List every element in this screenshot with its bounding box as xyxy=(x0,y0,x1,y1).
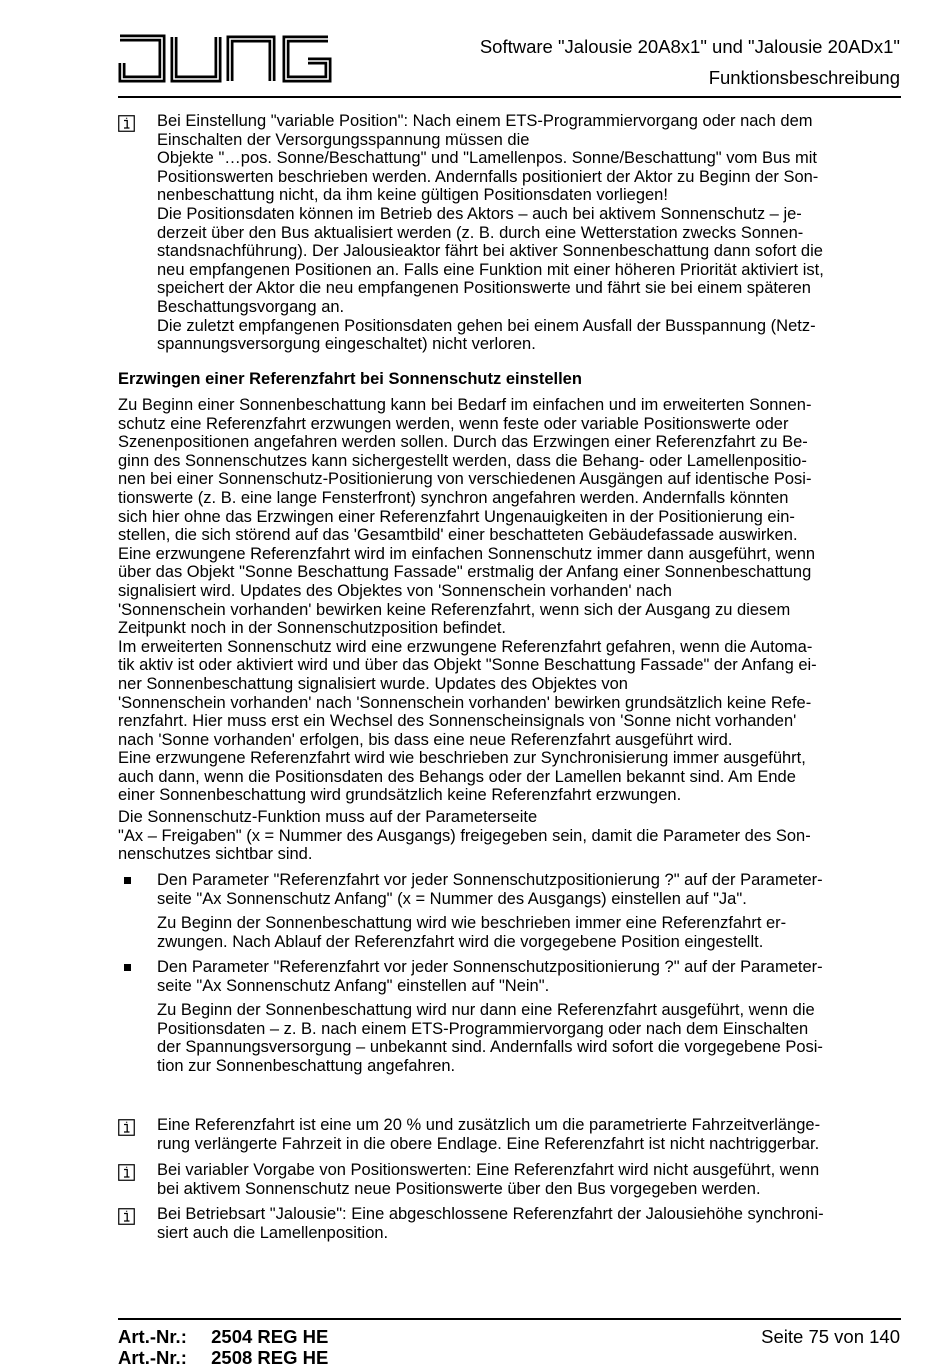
text-line: Zeitpunkt noch in der Sonnenschutzposition befindet. xyxy=(118,619,507,638)
bullet-square-icon xyxy=(124,877,131,884)
parameter-page-paragraph xyxy=(118,808,902,864)
text-line: Beschattungsvorgang an. xyxy=(157,297,345,316)
text-line: Bei Betriebsart "Jalousie": Eine abgeschlossene Referenzfahrt der Jalousiehöhe synchroni- xyxy=(157,1205,824,1223)
text-line: "Ax – Freigaben" (x = Nummer des Ausgangs) freigegeben sein, damit die Parameter des Son- xyxy=(118,826,811,845)
text-line: Bei Einstellung "variable Position": Nach einem ETS-Programmiervorgang oder nach dem xyxy=(157,112,813,130)
text-line: signalisiert wird. Updates des Objektes von 'Sonnenschein vorhanden' nach xyxy=(118,581,672,600)
text-line: Zu Beginn der Sonnenbeschattung wird wie beschrieben immer eine Referenzfahrt er- xyxy=(157,914,787,932)
text-line: ner Sonnenbeschattung signalisiert wurde. Updates des Objektes von xyxy=(118,674,628,693)
text-line: Szenenpositionen angefahren werden sollen. Durch das Erzwingen einer Referenzfahrt zu Be- xyxy=(118,433,808,452)
text-line: Den Parameter "Referenzfahrt vor jeder Sonnenschutzpositionierung ?" auf der Parameter- xyxy=(157,871,823,889)
text-line: 'Sonnenschein vorhanden' bewirken keine Referenzfahrt, wenn sich der Ausgang zu diesem xyxy=(118,600,791,619)
text-line: schutz eine Referenzfahrt erzwungen werden, wenn feste oder variable Positionswerte oder xyxy=(118,414,789,433)
text-line: Eine erzwungene Referenzfahrt wird wie beschrieben zur Synchronisierung immer ausgeführt, xyxy=(118,749,806,768)
text-line: Die Positionsdaten können im Betrieb des Aktors – auch bei aktivem Sonnenschutz – je- xyxy=(157,204,802,223)
article-number-value: 2508 REG HE xyxy=(211,1347,329,1368)
info-note-jalousie-mode xyxy=(118,1205,902,1242)
text-line: tionswerte (z. B. eine lange Fensterfront) synchron angefahren werden. Andernfalls könnten xyxy=(118,488,789,507)
header-software-title: Software "Jalousie 20A8x1" und "Jalousie 20ADx1" xyxy=(479,36,900,57)
footer-divider xyxy=(118,1318,901,1320)
text-line: Den Parameter "Referenzfahrt vor jeder Sonnenschutzpositionierung ?" auf der Parameter- xyxy=(157,958,823,976)
text-line: tion zur Sonnenbeschattung angefahren. xyxy=(157,1056,456,1075)
text-line: Zu Beginn der Sonnenbeschattung wird nur dann eine Referenzfahrt ausgeführt, wenn die xyxy=(157,1001,815,1019)
bullet-square-icon xyxy=(124,964,131,971)
text-line: spannungsversorgung eingeschaltet) nicht verloren. xyxy=(157,335,536,354)
text-line: speichert der Aktor die neu empfangenen Positionswerte und fährt sie bei einem späteren xyxy=(157,279,811,298)
bullet-explanation xyxy=(157,1001,902,1075)
text-line: ginn des Sonnenschutzes kann sichergestellt werden, dass die Behang- oder Lamellenpositio- xyxy=(118,451,807,470)
text-line: standsnachführung). Der Jalousieaktor fährt bei aktiver Sonnenbeschattung dann sofort die xyxy=(157,242,823,261)
text-line: seite "Ax Sonnenschutz Anfang" einstellen auf "Nein". xyxy=(157,976,550,995)
text-line: Einschalten der Versorgungsspannung müssen die xyxy=(157,130,530,149)
article-number-value: 2504 REG HE xyxy=(211,1326,329,1347)
text-line: nen bei einer Sonnenschutz-Positionierung von verschiedenen Ausgängen auf identische Posi- xyxy=(118,470,812,489)
text-line: seite "Ax Sonnenschutz Anfang" (x = Nummer des Ausgangs) einstellen auf "Ja". xyxy=(157,889,747,908)
text-line: derzeit über den Bus aktualisiert werden (z. B. durch eine Wetterstation zwecks Sonnen- xyxy=(157,223,804,242)
section-title: Erzwingen einer Referenzfahrt bei Sonnenschutz einstellen xyxy=(118,370,582,388)
text-line: Bei variabler Vorgabe von Positionswerten: Eine Referenzfahrt wird nicht ausgeführt, wenn xyxy=(157,1161,820,1179)
text-line: Im erweiterten Sonnenschutz wird eine erzwungene Referenzfahrt gefahren, wenn die Automa- xyxy=(118,637,813,656)
text-line: rung verlängerte Fahrzeit in die obere Endlage. Eine Referenzfahrt ist nicht nachtriggerbar. xyxy=(157,1134,820,1153)
bullet-explanation xyxy=(157,914,902,951)
article-number xyxy=(118,1326,328,1348)
text-line: 'Sonnenschein vorhanden' nach 'Sonnenschein vorhanden' bewirken grundsätzlich keine Refe- xyxy=(118,693,812,712)
text-line: der Spannungsversorgung – unbekannt sind. Andernfalls wird sofort die vorgegebene Posi- xyxy=(157,1038,823,1057)
jung-logo xyxy=(118,33,334,85)
text-line: sich hier ohne das Erzwingen einer Referenzfahrt Ungenauigkeiten in der Positionierung ein- xyxy=(118,507,795,526)
info-note-variable-position xyxy=(118,112,902,354)
info-note-variable-values xyxy=(118,1161,902,1198)
info-icon xyxy=(118,1164,135,1181)
text-line: nenbeschattung nicht, da ihm keine gültigen Positionsdaten vorliegen! xyxy=(157,186,668,205)
text-line: Zu Beginn einer Sonnenbeschattung kann bei Bedarf im einfachen und im erweiterten Sonnen- xyxy=(118,396,812,414)
bullet-item xyxy=(118,958,902,995)
text-line: Die Sonnenschutz-Funktion muss auf der Parameterseite xyxy=(118,808,538,826)
article-number-label: Art.-Nr.: xyxy=(118,1326,187,1347)
bullet-item xyxy=(118,871,902,908)
info-note-reference-run xyxy=(118,1116,902,1153)
article-number xyxy=(118,1347,328,1369)
text-line: nenschutzes sichtbar sind. xyxy=(118,845,313,864)
text-line: siert auch die Lamellenposition. xyxy=(157,1223,389,1242)
text-line: über das Objekt "Sonne Beschattung Fassade" erstmalig der Anfang einer Sonnenbeschattung xyxy=(118,563,812,582)
info-icon xyxy=(118,1208,135,1225)
text-line: auch dann, wenn die Positionsdaten des Behangs oder der Lamellen bekannt sind. Am Ende xyxy=(118,767,796,786)
text-line: nach 'Sonne vorhanden' erfolgen, bis dass eine neue Referenzfahrt ausgeführt wird. xyxy=(118,730,733,749)
body-paragraphs xyxy=(118,396,902,805)
text-line: Positionsdaten – z. B. nach einem ETS-Programmiervorgang oder nach dem Einschalten xyxy=(157,1019,809,1038)
text-line: stellen, die sich störend auf das 'Gesamtbild' einer beschatteten Gebäudefassade auswirken. xyxy=(118,526,798,545)
info-icon xyxy=(118,115,135,132)
text-line: bei aktivem Sonnenschutz neue Positionswerte über den Bus vorgegeben werden. xyxy=(157,1179,761,1198)
text-line: Objekte "…pos. Sonne/Beschattung" und "Lamellenpos. Sonne/Beschattung" vom Bus mit xyxy=(157,149,817,168)
text-line: zwungen. Nach Ablauf der Referenzfahrt wird die vorgegebene Position eingestellt. xyxy=(157,932,764,951)
header-document-type: Funktionsbeschreibung xyxy=(708,67,900,88)
text-line: tik aktiv ist oder aktiviert wird und über das Objekt "Sonne Beschattung Fassade" der Anfang ei- xyxy=(118,656,817,675)
text-line: renzfahrt. Hier muss erst ein Wechsel des Sonnenscheinsignals von 'Sonne nicht vorhanden' xyxy=(118,712,797,731)
article-number-label: Art.-Nr.: xyxy=(118,1347,187,1368)
text-line: Positionswerten beschrieben werden. Andernfalls positioniert der Aktor zu Beginn der Son- xyxy=(157,167,819,186)
text-line: Eine erzwungene Referenzfahrt wird im einfachen Sonnenschutz immer dann ausgeführt, wenn xyxy=(118,544,816,563)
info-icon xyxy=(118,1119,135,1136)
page-number: Seite 75 von 140 xyxy=(761,1326,900,1347)
text-line: neu empfangenen Positionen an. Falls eine Funktion mit einer höheren Priorität aktiviert ist, xyxy=(157,260,824,279)
text-line: einer Sonnenbeschattung wird grundsätzlich keine Referenzfahrt erzwungen. xyxy=(118,786,682,805)
header-divider xyxy=(118,96,901,98)
text-line: Eine Referenzfahrt ist eine um 20 % und zusätzlich um die parametrierte Fahrzeitverlänge- xyxy=(157,1116,821,1134)
text-line: Die zuletzt empfangenen Positionsdaten gehen bei einem Ausfall der Busspannung (Netz- xyxy=(157,316,816,335)
